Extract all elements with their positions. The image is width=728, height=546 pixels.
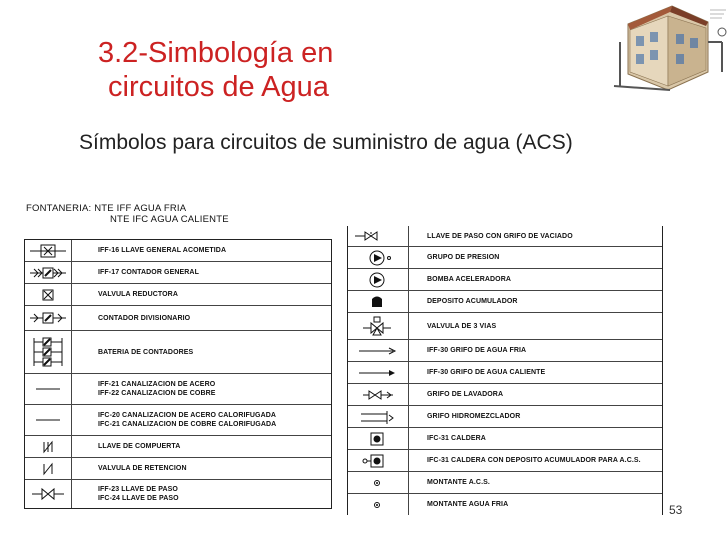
right-symbol-table	[347, 226, 663, 515]
left-symbol-table	[24, 239, 332, 509]
row-label: GRIFO HIDROMEZCLADOR	[427, 413, 521, 420]
table-row	[348, 246, 662, 268]
row-label: CONTADOR DIVISIONARIO	[98, 314, 191, 322]
row-label: VALVULA DE RETENCION	[98, 465, 187, 472]
table-row	[348, 312, 662, 339]
table-row	[348, 339, 662, 361]
row-label: MONTANTE AGUA FRIA	[427, 501, 509, 508]
slide-subtitle: Símbolos para circuitos de suministro de agua (ACS)	[79, 131, 573, 154]
table-row	[25, 261, 331, 283]
row-label: IFF-16 LLAVE GENERAL ACOMETIDA	[98, 247, 227, 254]
caldera-deposito-icon	[348, 450, 409, 471]
row-label: BATERIA DE CONTADORES	[98, 348, 194, 356]
table-row	[348, 427, 662, 449]
caldera-icon	[348, 428, 409, 449]
table-row	[348, 268, 662, 290]
bomba-aceleradora-icon	[348, 269, 409, 290]
montante-acs-icon	[348, 472, 409, 493]
row-label: IFF-30 GRIFO DE AGUA FRIA	[427, 347, 527, 354]
row-label: IFF-30 GRIFO DE AGUA CALIENTE	[427, 369, 546, 376]
llave-compuerta-icon	[25, 436, 72, 457]
row-label: LLAVE DE PASO CON GRIFO DE VACIADO	[427, 232, 573, 240]
deposito-acumulador-icon	[348, 291, 409, 312]
row-label: GRIFO DE LAVADORA	[427, 391, 504, 398]
row-label: LLAVE DE COMPUERTA	[98, 443, 181, 450]
table-row	[348, 361, 662, 383]
title-line-1: 3.2-Simbología en	[98, 37, 334, 69]
table-row	[348, 383, 662, 405]
table-row	[348, 493, 662, 515]
row-label: IFF-17 CONTADOR GENERAL	[98, 269, 199, 276]
table-row	[25, 435, 331, 457]
table-row	[348, 405, 662, 427]
llave-general-icon	[25, 240, 72, 261]
table-row	[348, 226, 662, 246]
line-icon	[25, 405, 72, 435]
title-line-2: circuitos de Agua	[108, 71, 329, 103]
grifo-lavadora-icon	[348, 384, 409, 405]
left-table-header	[26, 203, 229, 225]
row-label: DEPOSITO ACUMULADOR	[427, 298, 518, 305]
table-row	[25, 373, 331, 404]
grifo-caliente-icon	[348, 362, 409, 383]
row-label: IFC-31 CALDERA	[427, 435, 486, 442]
grifo-hidromezclador-icon	[348, 406, 409, 427]
grupo-presion-icon	[348, 247, 409, 268]
table-row	[25, 283, 331, 305]
llave-paso-icon	[25, 480, 72, 508]
table-row	[348, 449, 662, 471]
table-row	[348, 290, 662, 312]
table-row	[25, 305, 331, 330]
row-label: IFC-31 CALDERA CON DEPOSITO ACUMULADOR PARA A.C.S.	[427, 457, 641, 464]
table-row	[25, 457, 331, 479]
valvula-3-vias-icon	[348, 313, 409, 339]
slide-title	[98, 36, 518, 104]
header-line-2: NTE IFC AGUA CALIENTE	[110, 214, 229, 225]
row-label: VALVULA REDUCTORA	[98, 291, 178, 298]
bateria-contadores-icon	[25, 331, 72, 373]
header-line-1: FONTANERIA: NTE IFF AGUA FRIA	[26, 203, 187, 214]
house-plumbing-illustration	[610, 2, 728, 94]
page-number: 53	[669, 503, 683, 517]
montante-fria-icon	[348, 494, 409, 515]
valvula-reductora-icon	[25, 284, 72, 305]
row-label: IFF-23 LLAVE DE PASO IFC-24 LLAVE DE PASO	[98, 486, 179, 502]
row-label: MONTANTE A.C.S.	[427, 479, 490, 486]
table-row	[348, 471, 662, 493]
row-label: IFC-20 CANALIZACION DE ACERO CALORIFUGADA IFC-21 CANALIZACION DE COBRE CALORIFUGADA	[98, 412, 277, 428]
table-row	[25, 479, 331, 508]
line-icon	[25, 374, 72, 404]
valvula-retencion-icon	[25, 458, 72, 479]
table-row	[25, 330, 331, 373]
row-label: IFF-21 CANALIZACION DE ACERO IFF-22 CANALIZACION DE COBRE	[98, 381, 216, 397]
row-label: GRUPO DE PRESION	[427, 254, 500, 261]
row-label: VALVULA DE 3 VIAS	[427, 322, 497, 330]
grifo-fria-icon	[348, 340, 409, 361]
row-label: BOMBA ACELERADORA	[427, 276, 512, 283]
table-row	[25, 404, 331, 435]
table-row	[25, 240, 331, 261]
contador-general-icon	[25, 262, 72, 283]
llave-paso-vaciado-icon	[348, 226, 409, 246]
contador-divisionario-icon	[25, 306, 72, 330]
